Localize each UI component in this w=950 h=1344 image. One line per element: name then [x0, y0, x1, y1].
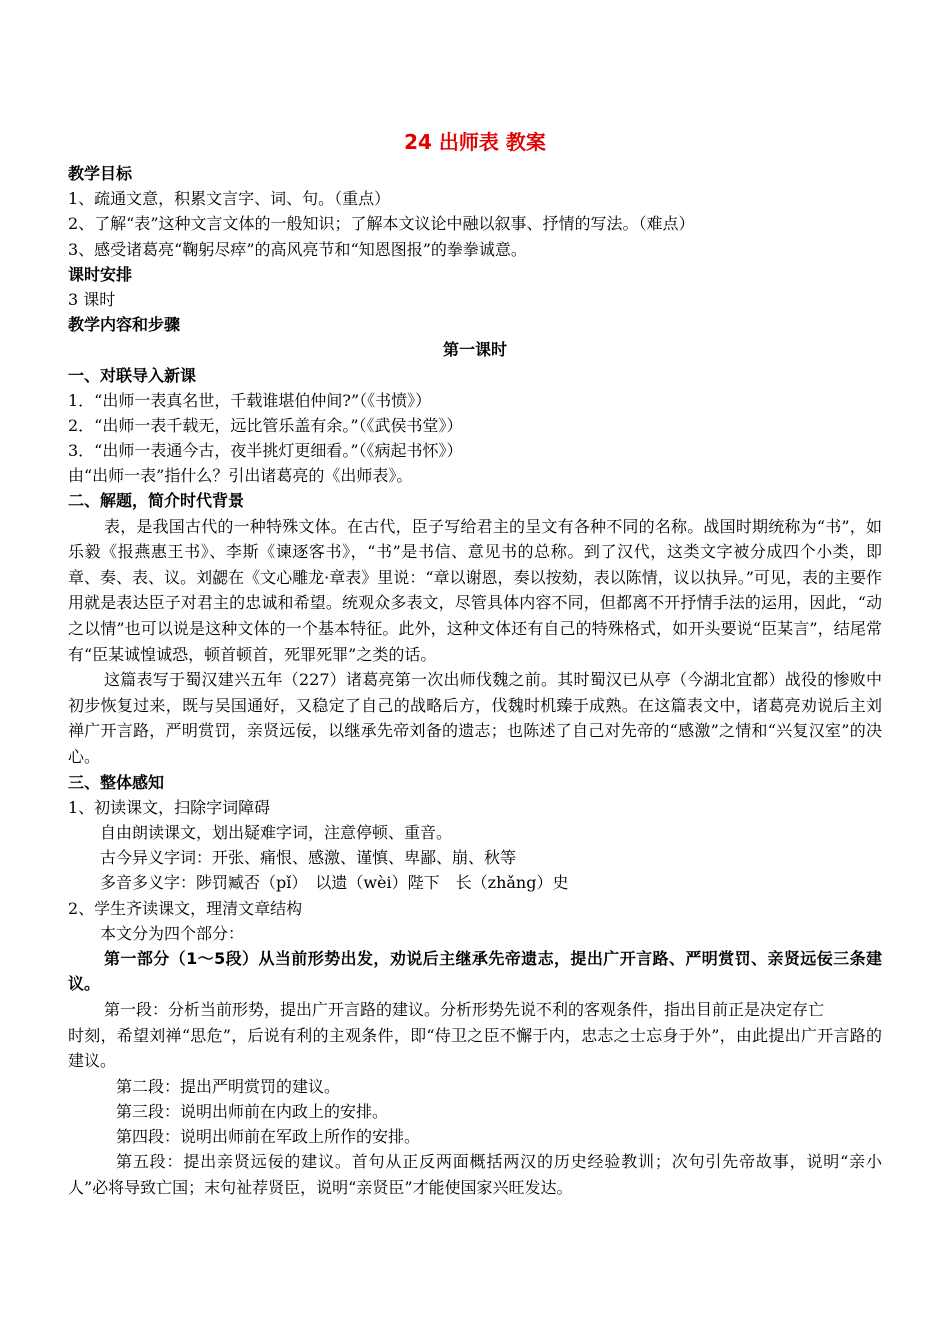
paragraph-one-continued: 时刻，希望刘禅“思危”，后说有利的主观条件，即“侍卫之臣不懈于内，忠志之士忘身于外”，由此提出广开言路的建议。 [68, 1025, 882, 1071]
couplet-item: 1．“出师一表真名世，千载谁堪伯仲间?”（《书愤》） [68, 390, 432, 410]
paragraph-one-analysis: 第一段：分析当前形势，提出广开言路的建议。分析形势先说不利的客观条件，指出目前正是决定存亡 [104, 1000, 825, 1020]
step-heading: 1、初读课文，扫除字词障碍 [68, 797, 271, 817]
lesson-heading: 第一课时 [442, 340, 507, 360]
background-paragraph: 这篇表写于蜀汉建兴五年（227）诸葛亮第一次出师伐魏之前。其时蜀汉已从亭（今湖北宜都）战役的惨败中初步恢复过来，既与吴国通好，又稳定了自己的战略后方，伐魏时机臻于成熟。在这篇表文中，诸葛亮劝说后主刘禅广开言路，严明赏罚，亲贤远佞，以继承先帝刘备的遗志；也陈述了自己对先帝的“感激”之情和“兴复汉室”的决心。 [68, 670, 882, 766]
document-title: 24 出师表 教案 [404, 130, 546, 154]
paragraph-analysis: 第四段：说明出师前在军政上所作的安排。 [116, 1127, 421, 1147]
goals-heading: 教学目标 [68, 164, 133, 183]
schedule-value: 3 课时 [68, 289, 116, 309]
goal-item: 3、感受诸葛亮“鞠躬尽瘁”的高风亮节和“知恩图报”的拳拳诚意。 [68, 239, 527, 259]
goal-item: 2、了解“表”这种文言文体的一般知识；了解本文议论中融以叙事、抒情的写法。（难点） [68, 214, 695, 234]
paragraph-analysis: 第三段：说明出师前在内政上的安排。 [116, 1102, 389, 1122]
step-line: 多音多义字：陟罚臧否（pǐ） 以遗（wèi）陛下 长（zhǎng）史 [100, 873, 569, 893]
step-line: 古今异义字词：开张、痛恨、感激、谨慎、卑鄙、崩、秋等 [100, 848, 517, 868]
couplet-item: 3．“出师一表通今古，夜半挑灯更细看。”（《病起书怀》） [68, 441, 463, 461]
structure-intro: 本文分为四个部分： [100, 923, 245, 943]
section1-heading: 一、对联导入新课 [68, 365, 197, 385]
step-line: 自由朗读课文，划出疑难字词，注意停顿、重音。 [100, 822, 453, 842]
section3-heading: 三、整体感知 [68, 772, 165, 792]
lead-in-text: 由“出师一表”指什么？引出诸葛亮的《出师表》。 [68, 466, 413, 486]
goal-item: 1、疏通文意，积累文言字、词、句。（重点） [68, 189, 391, 209]
background-paragraph: 表，是我国古代的一种特殊文体。在古代，臣子写给君主的呈文有各种不同的名称。战国时期统称为“书”，如乐毅《报燕惠王书》、李斯《谏逐客书》，“书”是书信、意见书的总称。到了汉代，这类文字被分成四个小类，即章、奏、表、议。刘勰在《文心雕龙·章表》里说：“章以谢恩，奏以按劾，表以陈情，议以执异。”可见，表的主要作用就是表达臣子对君主的忠诚和希望。统观众多表文，尽管具体内容不同，但都离不开抒情手法的运用，因此，“动之以情”也可以说是这种文体的一个基本特征。此外，这种文体还有自己的特殊格式，如开头要说“臣某言”，结尾常有“臣某诚惶诚恐，顿首顿首，死罪死罪”之类的话。 [68, 516, 882, 664]
couplet-item: 2．“出师一表千载无，远比管乐盖有余。”（《武侯书堂》） [68, 415, 463, 435]
paragraph-analysis: 第二段：提出严明赏罚的建议。 [116, 1076, 341, 1096]
paragraph-five-analysis: 第五段：提出亲贤远佞的建议。首句从正反两面概括两汉的历史经验教训；次句引先帝故事，说明“亲小人”必将导致亡国；末句祉荐贤臣，说明“亲贤臣”才能使国家兴旺发达。 [68, 1152, 882, 1197]
part-one-summary: 第一部分（1～5段）从当前形势出发，劝说后主继承先帝遗志，提出广开言路、严明赏罚、亲贤远佞三条建议。 [68, 948, 882, 994]
content-heading: 教学内容和步骤 [68, 315, 181, 335]
schedule-heading: 课时安排 [68, 264, 133, 284]
section2-heading: 二、解题，简介时代背景 [68, 491, 245, 511]
step-heading: 2、学生齐读课文，理清文章结构 [68, 898, 303, 918]
